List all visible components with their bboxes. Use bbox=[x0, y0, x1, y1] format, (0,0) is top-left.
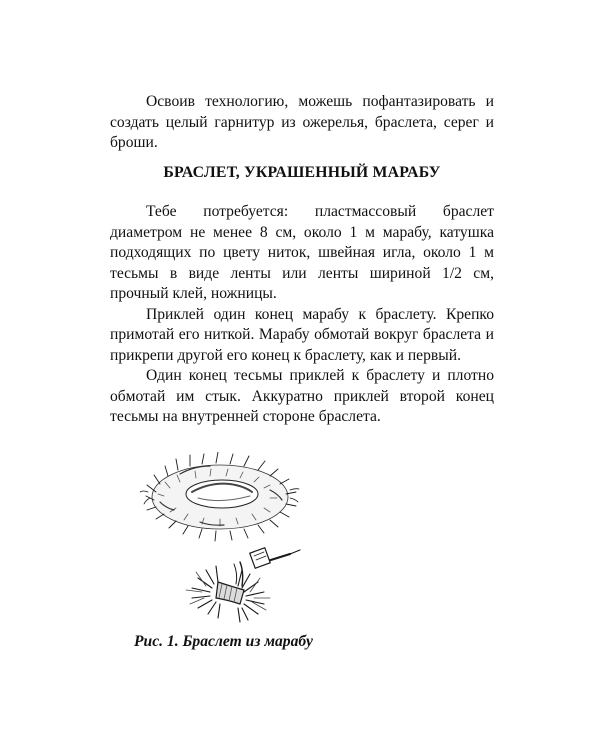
section-body bbox=[110, 202, 494, 428]
materials-paragraph: Тебе потребуется: пластмассовый браслет диаметром не менее 8 см, около 1 м марабу, катушка подходящих по цвету ниток, швейная игла, около 1 м тесьмы в виде ленты или ленты шириной 1/2 см, прочный клей, ножницы. bbox=[110, 203, 494, 302]
intro-block bbox=[110, 92, 494, 154]
bracelet-illustration bbox=[140, 452, 330, 632]
marabou-bracelet-drawing bbox=[140, 452, 330, 632]
figure-caption: Рис. 1. Браслет из марабу bbox=[134, 633, 313, 650]
marabou-tassel-detail bbox=[186, 548, 300, 622]
step-two-paragraph: Один конец тесьмы приклей к браслету и плотно обмотай им стык. Аккуратно приклей второй конец тесьмы на внутренней стороне браслета. bbox=[110, 367, 494, 425]
fluffy-bracelet bbox=[140, 452, 299, 541]
section-heading: БРАСЛЕТ, УКРАШЕННЫЙ МАРАБУ bbox=[163, 164, 441, 181]
intro-paragraph: Освоив технологию, можешь пофантазировать и создать целый гарнитур из ожерелья, браслета, серег и броши. bbox=[110, 93, 494, 151]
step-one-paragraph: Приклей один конец марабу к браслету. Крепко примотай его ниткой. Марабу обмотай вокруг браслета и прикрепи другой его конец к браслету, как и первый. bbox=[110, 305, 494, 364]
